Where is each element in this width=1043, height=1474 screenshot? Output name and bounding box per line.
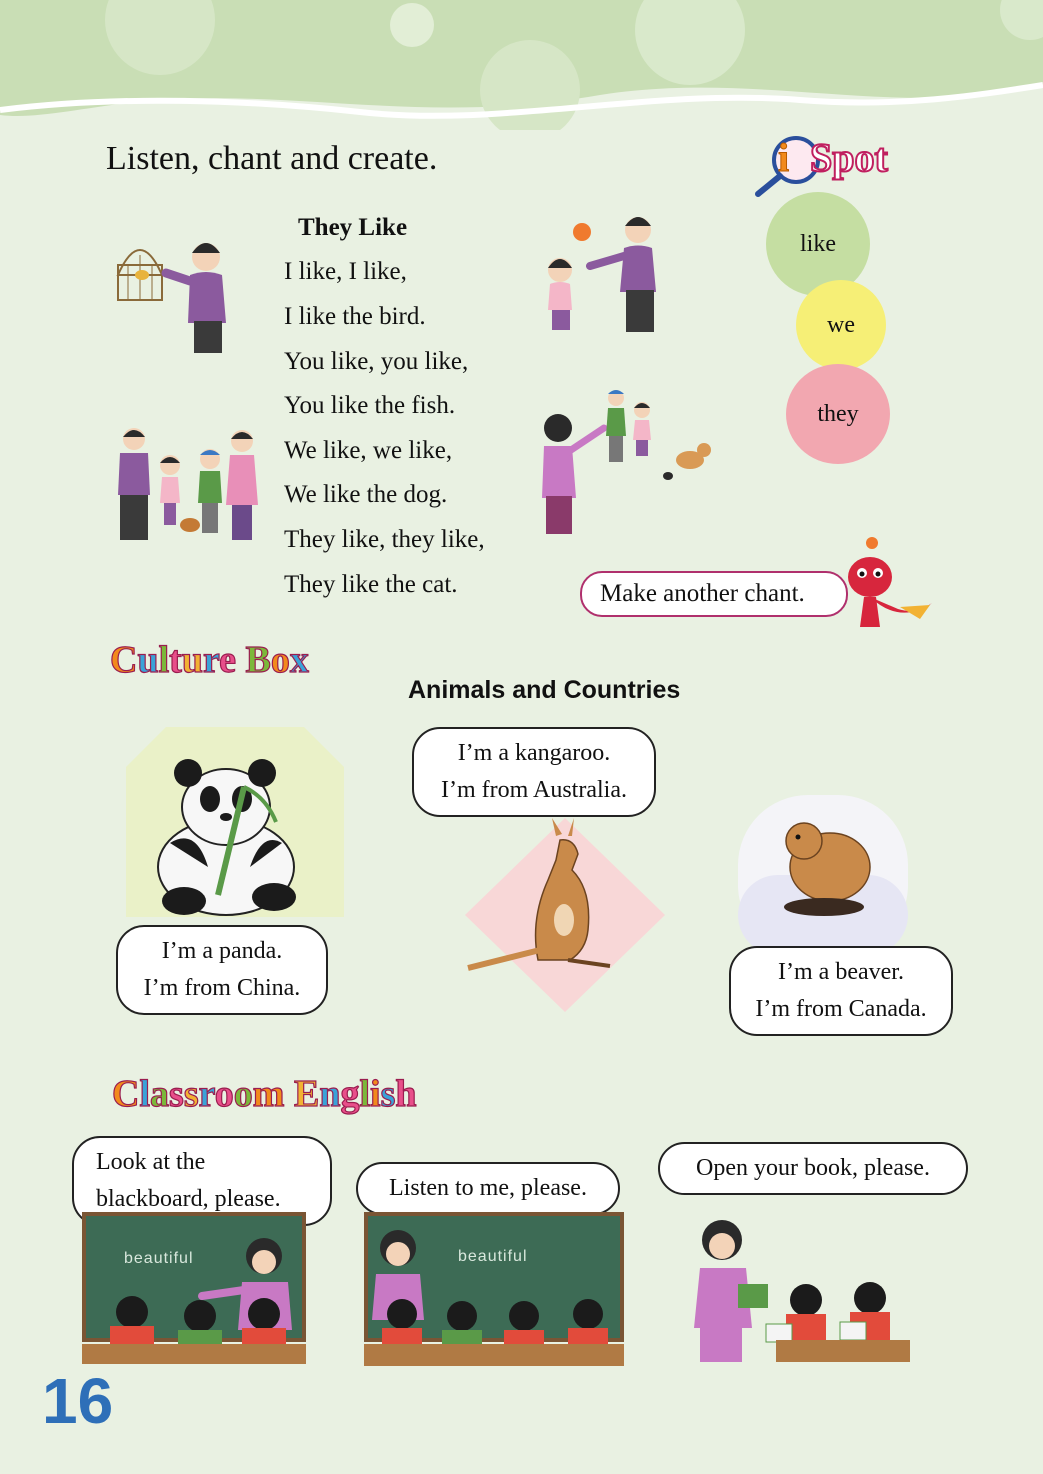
classroom-bubble-look-line-2: blackboard, please. xyxy=(96,1186,281,1212)
chant-line: I like the bird. xyxy=(284,303,426,330)
ispot-word-they xyxy=(786,364,890,464)
chant-line: They like the cat. xyxy=(284,571,458,598)
chant-line: You like the fish. xyxy=(284,392,456,419)
classroom-bubble-listen xyxy=(356,1162,620,1215)
girl-and-man-fish-illustration xyxy=(540,210,675,335)
header-decoration xyxy=(0,0,1043,130)
classroom-bubble-open xyxy=(658,1142,968,1195)
classroom-english-heading: Classroom English xyxy=(112,1073,417,1115)
page-title: Listen, chant and create. xyxy=(106,140,438,177)
woman-kids-cat-illustration xyxy=(538,388,718,538)
board-word-2: beautiful xyxy=(458,1248,528,1265)
teacher-students-illustration-1 xyxy=(82,1230,306,1366)
panda-speech-bubble xyxy=(116,925,328,1015)
family-with-dog-illustration xyxy=(108,425,268,550)
ispot-logo xyxy=(752,130,912,200)
ispot-word-they-label: they xyxy=(817,400,859,427)
classroom-bubble-open-text: Open your book, please. xyxy=(696,1155,930,1181)
classroom-bubble-look-line-1: Look at the xyxy=(96,1149,206,1175)
ispot-word-like-label: like xyxy=(800,230,836,257)
beaver-line-1: I’m a beaver. xyxy=(778,959,904,985)
beaver-illustration xyxy=(738,795,908,955)
culture-box-heading: Culture Box xyxy=(110,639,309,681)
kangaroo-line-1: I’m a kangaroo. xyxy=(457,740,611,766)
kangaroo-line-2: I’m from Australia. xyxy=(441,777,627,803)
kangaroo-speech-bubble xyxy=(412,727,656,817)
ispot-word: Spot xyxy=(810,135,888,180)
dragon-mascot-illustration xyxy=(840,535,940,635)
ispot-word-we-label: we xyxy=(827,311,855,338)
chant-line: I like, I like, xyxy=(284,258,407,285)
chant-line: We like, we like, xyxy=(284,437,453,464)
board-word-1: beautiful xyxy=(124,1250,194,1267)
beaver-line-2: I’m from Canada. xyxy=(755,996,927,1022)
ispot-i: i xyxy=(778,135,790,180)
teacher-book-students-illustration xyxy=(690,1218,910,1366)
culture-box-subtitle: Animals and Countries xyxy=(408,676,681,704)
page-number: 16 xyxy=(42,1365,114,1437)
kangaroo-illustration xyxy=(460,810,670,1015)
ispot-word-like xyxy=(766,192,870,296)
chant-line: We like the dog. xyxy=(284,481,448,508)
teacher-students-illustration-2 xyxy=(364,1224,624,1366)
panda-illustration xyxy=(126,727,344,917)
beaver-speech-bubble xyxy=(729,946,953,1036)
chant-title: They Like xyxy=(298,214,408,241)
panda-line-2: I’m from China. xyxy=(143,975,301,1001)
classroom-bubble-listen-text: Listen to me, please. xyxy=(389,1175,587,1201)
make-another-chant-bubble: Make another chant. xyxy=(580,571,848,617)
chant-line: They like, they like, xyxy=(284,526,485,553)
chant-line: You like, you like, xyxy=(284,348,469,375)
panda-line-1: I’m a panda. xyxy=(161,938,283,964)
man-with-birdcage-illustration xyxy=(110,215,245,355)
ispot-word-we xyxy=(796,280,886,370)
